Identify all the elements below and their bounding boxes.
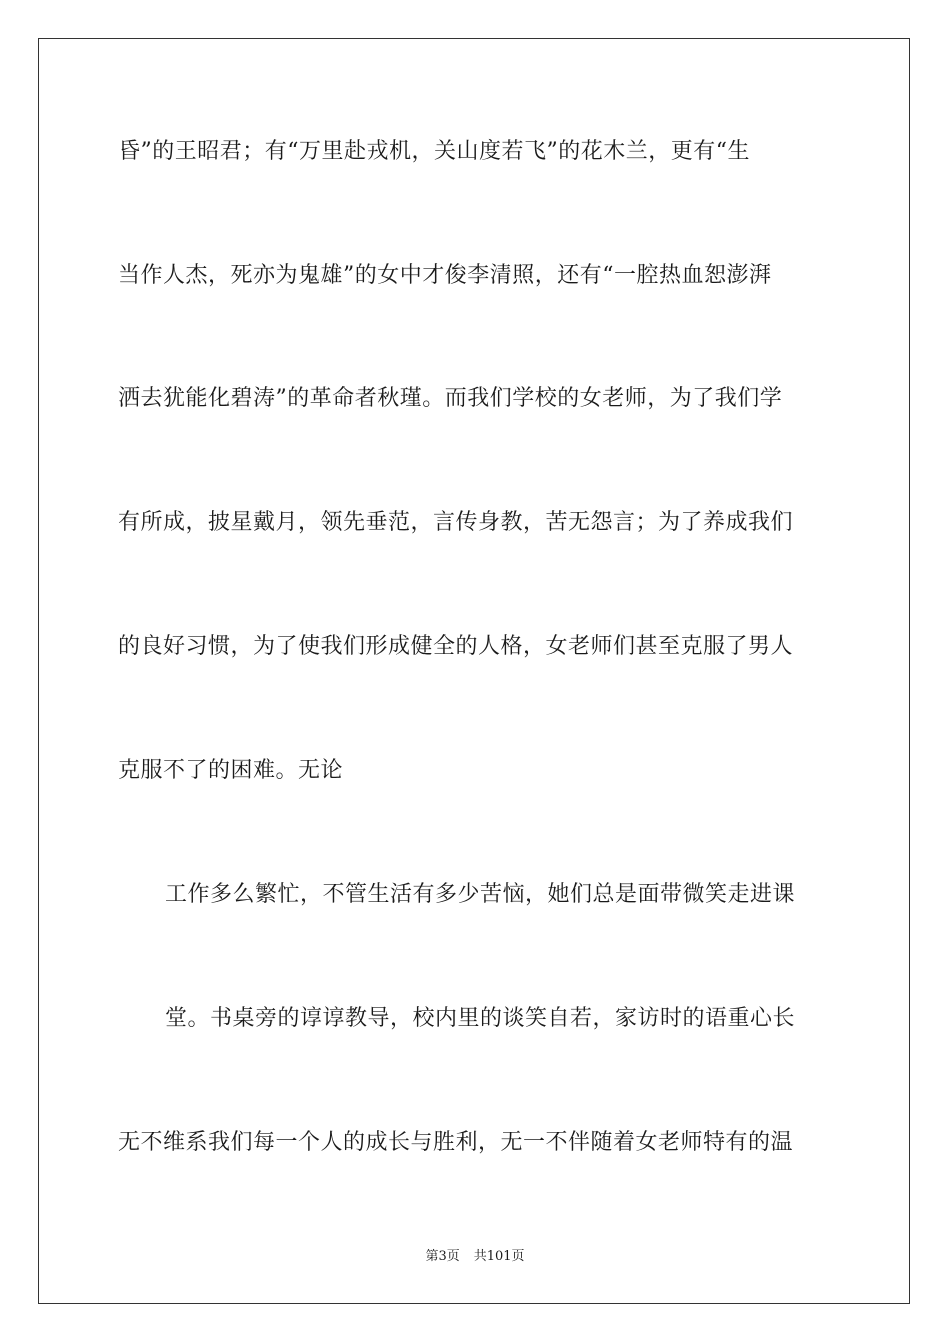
text-line: 当作人杰，死亦为鬼雄”的女中才俊李清照，还有“一腔热血恕澎湃 [118, 263, 772, 288]
text-line-indented: 工作多么繁忙，不管生活有多少苦恼，她们总是面带微笑走进课 [165, 882, 796, 907]
text-line: 昏”的王昭君；有“万里赴戎机，关山度若飞”的花木兰，更有“生 [118, 139, 750, 164]
page-footer [0, 1248, 950, 1266]
text-line: 有所成，披星戴月，领先垂范，言传身教，苦无怨言；为了养成我们 [118, 510, 794, 535]
text-line: 克服不了的困难。无论 [118, 758, 344, 783]
text-line: 无不维系我们每一个人的成长与胜利，无一不伴随着女老师特有的温 [118, 1130, 794, 1155]
text-line: 的良好习惯，为了使我们形成健全的人格，女老师们甚至克服了男人 [118, 634, 794, 659]
page-total: 共101页 [473, 1249, 525, 1264]
text-line-indented: 堂。书桌旁的谆谆教导，校内里的谈笑自若，家访时的语重心长 [165, 1006, 796, 1031]
text-line: 洒去犹能化碧涛”的革命者秋瑾。而我们学校的女老师，为了我们学 [118, 386, 783, 411]
page-border [38, 38, 910, 1304]
page-number: 第3页 [425, 1249, 460, 1264]
